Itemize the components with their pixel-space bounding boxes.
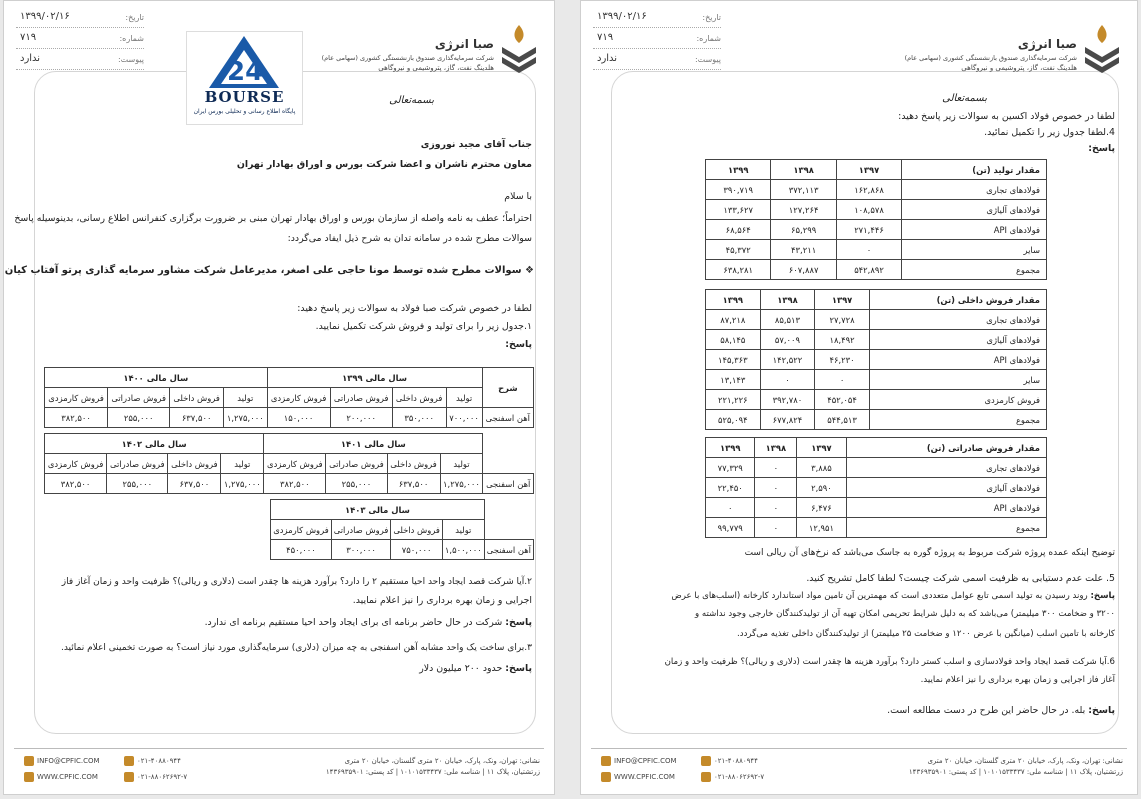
answer-2 — [205, 615, 532, 630]
cell: ۶۳۷,۵۰۰ — [168, 474, 221, 494]
fax-icon — [124, 756, 134, 766]
footer-phone: ۰۲۱-۸۸۰۶۲۶۹۲-۷ — [124, 772, 187, 782]
cell: ۱,۲۷۵,۰۰۰ — [440, 474, 483, 494]
letter-footer — [581, 748, 1137, 792]
svg-text:24: 24 — [227, 57, 264, 87]
attachment-label: پیوست: — [694, 55, 721, 64]
cell: ۰ — [755, 458, 797, 478]
blank-cell — [484, 500, 533, 540]
blank-cell — [483, 434, 534, 474]
cell: ۵۴۲,۸۹۲ — [836, 260, 901, 280]
col-header: فروش کارمزدی — [271, 520, 332, 540]
question-4: 4.لطفا جدول زیر را تکمیل نمائید. — [984, 127, 1115, 138]
cell: ۱,۲۷۵,۰۰۰ — [221, 474, 264, 494]
cell: ۳۸۲,۵۰۰ — [45, 408, 108, 428]
cell: ۱۶۲,۸۶۸ — [836, 180, 901, 200]
footer-web: WWW.CPFIC.COM — [601, 772, 675, 782]
table-title-header: مقدار تولید (تن) — [902, 160, 1047, 180]
row-label: سایر — [902, 240, 1047, 260]
row-label: فولادهای تجاری — [846, 458, 1046, 478]
row-label: فولادهای API — [902, 220, 1047, 240]
bourse-tagline: پایگاه اطلاع رسانی و تحلیلی بورس ایران — [193, 108, 296, 115]
cell: ۳۸۲,۵۰۰ — [264, 474, 326, 494]
saba-energy-logo-icon — [498, 23, 540, 73]
answer-label: پاسخ: — [505, 339, 532, 350]
col-header: تولید — [446, 388, 482, 408]
row-label: فولادهای آلیاژی — [869, 330, 1046, 350]
row-label: فولادهای API — [846, 498, 1046, 518]
cell: ۳۷۲,۱۱۳ — [771, 180, 836, 200]
col-header: فروش داخلی — [168, 454, 221, 474]
recipient-name: جناب آقای مجید نوروزی — [420, 139, 532, 150]
address-line-2: زرتشتیان، پلاک ۱۱ | شناسه ملی: ۱۰۱۰۱۵۳۳۴۳۷ | کد پستی: ۱۴۳۶۹۳۵۹۰۱ — [908, 768, 1123, 776]
cell: ۲۵۵,۰۰۰ — [107, 474, 168, 494]
cell: ۶۳۷,۵۰۰ — [170, 408, 224, 428]
footer-email: INFO@CPFIC.COM — [24, 756, 100, 766]
salutation: بسمه‌تعالی — [389, 95, 434, 106]
body-line-1: احتراماً؛ عطف به نامه واصله از سازمان بورس و اوراق بهادار تهران مبنی بر ضرورت برگزاری کنفرانس اطلاع رسانی، بدینوسیله پاسخ — [14, 213, 532, 224]
year-header: ۱۳۹۸ — [760, 290, 815, 310]
cell: ۱۳۳,۶۲۷ — [706, 200, 771, 220]
footer-address — [909, 756, 1123, 778]
col-header: تولید — [440, 454, 483, 474]
question-3: ۳.برای ساخت یک واحد مشابه آهن اسفنجی به چه میزان (دلاری) سرمایه‌گذاری مورد نیاز است؟ به صورت تخمینی اعلام نمائید. — [60, 643, 532, 653]
col-header: فروش کارمزدی — [267, 388, 330, 408]
col-header: فروش داخلی — [387, 454, 440, 474]
cell: ۱۴۵,۳۶۳ — [706, 350, 761, 370]
cell: ۴۳,۲۱۱ — [771, 240, 836, 260]
note: توضیح اینکه عمده پروژه شرکت مربوط به پروژه گوره به جاسک می‌باشد که نرخ‌های آن ریالی است — [744, 548, 1115, 558]
col-header: تولید — [221, 454, 264, 474]
table-row — [706, 498, 1047, 518]
production-table-1403 — [270, 499, 534, 560]
date-value: ۱۳۹۹/۰۲/۱۶ — [20, 11, 70, 22]
cell: ۰ — [836, 240, 901, 260]
footer-divider — [14, 748, 544, 749]
row-label: فولادهای API — [869, 350, 1046, 370]
cell: ۰ — [755, 478, 797, 498]
production-volume-table — [705, 159, 1047, 280]
answer-6-text: بله. در حال حاضر این طرح در دست مطالعه است. — [887, 705, 1086, 716]
footer-email: INFO@CPFIC.COM — [601, 756, 677, 766]
question-6-line-1: 6.آیا شرکت قصد ایجاد واحد فولادسازی و اسلب کستر دارد؟ برآورد هزینه ها چقدر است (دلاری و ریالی)؟ ظرفیت واحد و زمان — [664, 657, 1115, 667]
bourse-wordmark: BOURSE — [204, 88, 285, 106]
attachment-value: ندارد — [597, 53, 618, 64]
date-label: تاریخ: — [125, 13, 144, 22]
address-line-1: نشانی: تهران، ونک، پارک، خیابان ۲۰ متری گلستان، خیابان ۲۰ متری — [344, 757, 540, 765]
year-header: ۱۳۹۷ — [815, 290, 870, 310]
col-header: تولید — [442, 520, 484, 540]
table-row — [706, 240, 1047, 260]
year-header: ۱۳۹۷ — [797, 438, 846, 458]
diamond-bullet-icon: ❖ — [525, 265, 534, 276]
cell: ۱,۵۰۰,۰۰۰ — [442, 540, 484, 560]
footer-divider — [591, 748, 1127, 749]
row-label: آهن اسفنجی — [483, 474, 534, 494]
table-row — [706, 478, 1047, 498]
domestic-sales-table — [705, 289, 1047, 430]
answer-3-label: پاسخ: — [505, 663, 532, 674]
row-label: فولادهای تجاری — [902, 180, 1047, 200]
footer-phone: ۰۲۱-۸۸۰۶۲۶۹۲-۷ — [701, 772, 764, 782]
cell: ۵۸,۱۴۵ — [706, 330, 761, 350]
cell: ۹۹,۷۷۹ — [706, 518, 755, 538]
body-line-2: سوالات مطرح شده در سامانه تدان به شرح ذیل ایفاد می‌گردد: — [287, 233, 532, 244]
company-brand — [321, 23, 540, 83]
number-value: ۷۱۹ — [597, 32, 614, 43]
letter-page-1 — [3, 0, 555, 795]
table-row — [271, 540, 534, 560]
year-header: ۱۳۹۹ — [706, 160, 771, 180]
cell: ۶۷۷,۸۲۴ — [760, 410, 815, 430]
address-line-1: نشانی: تهران، ونک، پارک، خیابان ۲۰ متری گلستان، خیابان ۲۰ متری — [927, 757, 1123, 765]
answer-2-text: شرکت در حال حاضر برنامه ای برای ایجاد واحد احیا مستقیم برنامه ای ندارد. — [204, 617, 503, 628]
company-brand — [904, 23, 1123, 83]
row-label: مجموع — [902, 260, 1047, 280]
cell: ۲۷۱,۴۴۶ — [836, 220, 901, 240]
cell: ۶۵,۲۹۹ — [771, 220, 836, 240]
export-sales-table — [705, 437, 1047, 538]
answer-label: پاسخ: — [1088, 143, 1115, 154]
cell: ۷۷,۳۲۹ — [706, 458, 755, 478]
date-label: تاریخ: — [702, 13, 721, 22]
production-table-1399-1400 — [44, 367, 534, 428]
row-label: سایر — [869, 370, 1046, 390]
brand-subtitle: شرکت سرمایه‌گذاری صندوق بازنشستگی کشوری (سهامی عام) — [904, 54, 1077, 62]
questions-heading-text: سوالات مطرح شده توسط مونا حاجی علی اصغر، مدیرعامل شرکت مشاور سرمایه گذاری پرتو آفتاب کیان — [4, 265, 522, 276]
greeting: با سلام — [504, 191, 532, 202]
cell: ۶,۴۷۶ — [797, 498, 846, 518]
row-label: فولادهای آلیاژی — [846, 478, 1046, 498]
table-title-header: مقدار فروش داخلی (تن) — [869, 290, 1046, 310]
brand-holding: هلدینگ نفت، گاز، پتروشیمی و نیروگاهی — [961, 64, 1077, 72]
cell: ۳,۸۸۵ — [797, 458, 846, 478]
question-intro: لطفا در خصوص شرکت صبا فولاد به سوالات زیر پاسخ دهید: — [297, 303, 532, 314]
brand-holding: هلدینگ نفت، گاز، پتروشیمی و نیروگاهی — [378, 64, 494, 72]
answer-6 — [887, 703, 1115, 718]
cell: ۱۲,۹۵۱ — [797, 518, 846, 538]
table-row — [706, 410, 1047, 430]
cell: ۳۹۲,۷۸۰ — [760, 390, 815, 410]
table-title-header: مقدار فروش صادراتی (تن) — [846, 438, 1046, 458]
answer-2-label: پاسخ: — [505, 617, 532, 628]
question-1: ۱.جدول زیر را برای تولید و فروش شرکت تکمیل نمایید. — [315, 321, 532, 332]
address-line-2: زرتشتیان، پلاک ۱۱ | شناسه ملی: ۱۰۱۰۱۵۳۳۴۳۷ | کد پستی: ۱۴۳۶۹۳۵۹۰۱ — [325, 768, 540, 776]
question-5: 5. علت عدم دستیابی به ظرفیت اسمی شرکت چیست؟ لطفا کامل تشریح کنید. — [806, 573, 1115, 584]
row-label: آهن اسفنجی — [484, 540, 533, 560]
cell: ۵۷,۰۰۹ — [760, 330, 815, 350]
number-label: شماره: — [696, 34, 721, 43]
year-header: ۱۳۹۹ — [706, 290, 761, 310]
recipient-title: معاون محترم ناشران و اعضا شرکت بورس و اوراق بهادار تهران — [236, 159, 532, 170]
col-header: فروش صادراتی — [107, 454, 168, 474]
row-label: فولادهای تجاری — [869, 310, 1046, 330]
cell: ۵۲۵,۰۹۴ — [706, 410, 761, 430]
cell: ۵۴۴,۵۱۳ — [815, 410, 870, 430]
table-row — [706, 350, 1047, 370]
cell: ۷۰۰,۰۰۰ — [446, 408, 482, 428]
cell: ۴۵,۳۷۲ — [706, 240, 771, 260]
col-header: فروش صادراتی — [330, 388, 392, 408]
cell: ۱۴۲,۵۲۲ — [760, 350, 815, 370]
bourse-watermark-logo — [186, 31, 303, 125]
row-label: فولادهای آلیاژی — [902, 200, 1047, 220]
globe-icon — [601, 772, 611, 782]
cell: ۴۵۲,۰۵۴ — [815, 390, 870, 410]
answer-5-text: روند رسیدن به تولید اسمی تابع عوامل متعددی است که مهمترین آن تامین مواد استاندارد کارخانه (اسلب‌های با عرض — [671, 591, 1088, 601]
email-icon — [601, 756, 611, 766]
cell: ۸۷,۲۱۸ — [706, 310, 761, 330]
year-header: سال مالی ۱۴۰۳ — [271, 500, 485, 520]
question-2-line-2: اجرایی و زمان بهره برداری را نیز اعلام نمایید. — [352, 595, 532, 606]
cell: ۷۵۰,۰۰۰ — [391, 540, 443, 560]
cell: ۱۳,۱۴۳ — [706, 370, 761, 390]
cell: ۶۳۷,۵۰۰ — [387, 474, 440, 494]
col-header: فروش کارمزدی — [264, 454, 326, 474]
footer-fax: ۰۲۱-۴۰۸۸۰۹۴۴ — [124, 756, 181, 766]
year-header: سال مالی ۱۴۰۱ — [264, 434, 483, 454]
globe-icon — [24, 772, 34, 782]
saba-energy-logo-icon — [1081, 23, 1123, 73]
cell: ۲۷,۷۲۸ — [815, 310, 870, 330]
cell: ۳۹۰,۷۱۹ — [706, 180, 771, 200]
number-value: ۷۱۹ — [20, 32, 37, 43]
cell: ۶۳۸,۲۸۱ — [706, 260, 771, 280]
cell: ۰ — [755, 498, 797, 518]
table-row — [706, 220, 1047, 240]
cell: ۱۵۰,۰۰۰ — [267, 408, 330, 428]
row-label: مجموع — [869, 410, 1046, 430]
answer-5-line-3: کارخانه با تامین اسلب (میانگین با عرض ۱۲۰۰ و ضخامت ۲۵ میلیمتر) از تولیدکنندگان داخلی تغذیه می‌گردد. — [737, 629, 1115, 639]
letter-footer — [4, 748, 554, 792]
cell: ۳۰۰,۰۰۰ — [331, 540, 391, 560]
year-header: سال مالی ۱۳۹۹ — [267, 368, 482, 388]
phone-icon — [124, 772, 134, 782]
year-header: ۱۳۹۸ — [771, 160, 836, 180]
footer-address — [326, 756, 540, 778]
col-header: فروش داخلی — [392, 388, 446, 408]
col-header: فروش صادراتی — [331, 520, 391, 540]
cell: ۰ — [815, 370, 870, 390]
cell: ۳۸۲,۵۰۰ — [45, 474, 107, 494]
table-row — [45, 474, 534, 494]
row-label: مجموع — [846, 518, 1046, 538]
col-header: فروش داخلی — [391, 520, 443, 540]
salutation: بسمه‌تعالی — [942, 93, 987, 104]
col-header: فروش کارمزدی — [45, 454, 107, 474]
attachment-value: ندارد — [20, 53, 41, 64]
cell: ۶۸,۵۶۴ — [706, 220, 771, 240]
fax-icon — [701, 756, 711, 766]
table-row — [706, 370, 1047, 390]
year-header: سال مالی ۱۴۰۰ — [45, 368, 268, 388]
number-label: شماره: — [119, 34, 144, 43]
cell: ۸۵,۵۱۳ — [760, 310, 815, 330]
col-header: فروش صادراتی — [108, 388, 170, 408]
cell: ۲۲,۴۵۰ — [706, 478, 755, 498]
bourse-24-icon — [187, 32, 302, 90]
date-value: ۱۳۹۹/۰۲/۱۶ — [597, 11, 647, 22]
phone-icon — [701, 772, 711, 782]
cell: ۰ — [760, 370, 815, 390]
year-header: ۱۳۹۹ — [706, 438, 755, 458]
col-header: فروش کارمزدی — [45, 388, 108, 408]
cell: ۱,۲۷۵,۰۰۰ — [224, 408, 268, 428]
row-label: آهن اسفنجی — [482, 408, 533, 428]
table-row — [45, 408, 534, 428]
year-header: سال مالی ۱۴۰۲ — [45, 434, 264, 454]
attachment-label: پیوست: — [117, 55, 144, 64]
cell: ۳۵۰,۰۰۰ — [392, 408, 446, 428]
answer-5-line-1 — [671, 589, 1115, 604]
production-table-1401-1402 — [44, 433, 534, 494]
cell: ۱۰۸,۵۷۸ — [836, 200, 901, 220]
letter-page-2 — [580, 0, 1138, 795]
letter-meta — [16, 11, 144, 74]
col-header: فروش داخلی — [170, 388, 224, 408]
answer-3-text: حدود ۲۰۰ میلیون دلار — [419, 663, 503, 674]
table-row — [706, 458, 1047, 478]
answer-3 — [419, 661, 532, 676]
table-row — [706, 200, 1047, 220]
cell: ۲۵۵,۰۰۰ — [326, 474, 387, 494]
table-row — [706, 330, 1047, 350]
cell: ۴۶,۲۳۰ — [815, 350, 870, 370]
brand-subtitle: شرکت سرمایه‌گذاری صندوق بازنشستگی کشوری (سهامی عام) — [321, 54, 494, 62]
brand-name: صبا انرژی — [1017, 37, 1077, 51]
table-row — [706, 518, 1047, 538]
year-header: ۱۳۹۸ — [755, 438, 797, 458]
brand-name: صبا انرژی — [434, 37, 494, 51]
cell: ۴۵۰,۰۰۰ — [271, 540, 332, 560]
table-row — [706, 390, 1047, 410]
questions-heading — [5, 263, 534, 278]
question-intro: لطفا در خصوص فولاد اکسین به سوالات زیر پاسخ دهید: — [898, 111, 1115, 122]
cell: ۰ — [706, 498, 755, 518]
table-row — [706, 260, 1047, 280]
cell: ۲۵۵,۰۰۰ — [108, 408, 170, 428]
row-label: فروش کارمزدی — [869, 390, 1046, 410]
answer-5-line-2: ۳۲۰۰ و ضخامت ۳۰۰ میلیمتر) می‌باشد که به دلیل شرایط تحریمی امکان تهیه آن از تولیدکنندگان خارجی وجود نداشته و — [695, 609, 1115, 619]
cell: ۶۰۷,۸۸۷ — [771, 260, 836, 280]
cell: ۲,۵۹۰ — [797, 478, 846, 498]
question-6-line-2: آغاز فاز اجرایی و زمان بهره برداری را نیز اعلام نمایید. — [920, 675, 1115, 685]
cell: ۲۲۱,۲۲۶ — [706, 390, 761, 410]
cell: ۰ — [755, 518, 797, 538]
letter-meta — [593, 11, 721, 74]
answer-6-label: پاسخ: — [1088, 705, 1115, 716]
answer-5-label: پاسخ: — [1090, 591, 1115, 601]
desc-header: شرح — [482, 368, 533, 408]
col-header: فروش صادراتی — [326, 454, 387, 474]
table-row — [706, 180, 1047, 200]
question-2-line-1: ۲.آیا شرکت قصد ایجاد واحد احیا مستقیم ۲ را دارد؟ برآورد هزینه ها چقدر است (دلاری و ریالی)؟ ظرفیت واحد و زمان آغاز فاز — [61, 577, 532, 587]
cell: ۱۸,۴۹۲ — [815, 330, 870, 350]
cell: ۲۰۰,۰۰۰ — [330, 408, 392, 428]
col-header: تولید — [224, 388, 268, 408]
table-row — [706, 310, 1047, 330]
cell: ۱۲۷,۲۶۴ — [771, 200, 836, 220]
footer-fax: ۰۲۱-۴۰۸۸۰۹۴۴ — [701, 756, 758, 766]
year-header: ۱۳۹۷ — [836, 160, 901, 180]
email-icon — [24, 756, 34, 766]
footer-web: WWW.CPFIC.COM — [24, 772, 98, 782]
